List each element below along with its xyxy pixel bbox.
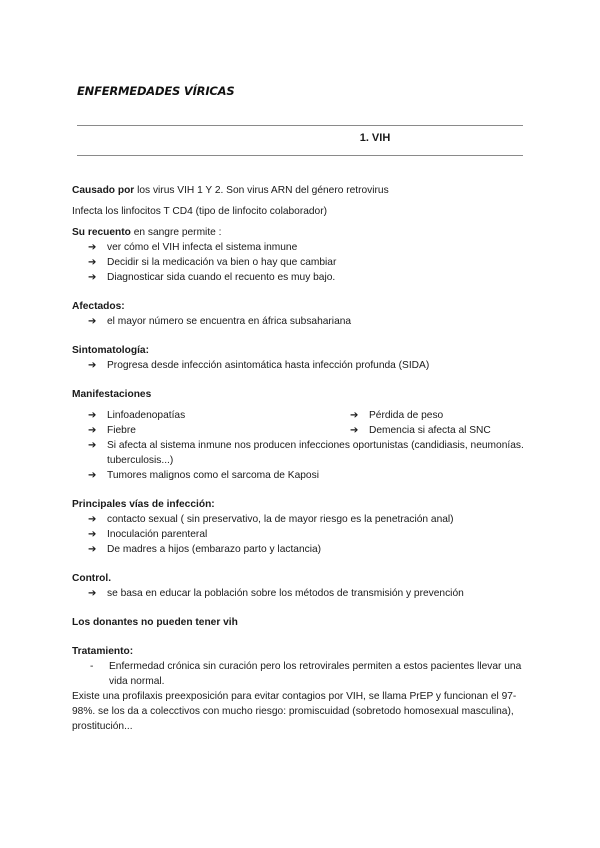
- vias-list: [72, 512, 532, 557]
- control-heading-text: Control.: [72, 573, 112, 584]
- list-item-text: Pérdida de peso: [369, 410, 444, 421]
- tratamiento-heading: [72, 644, 532, 659]
- donantes-heading: [72, 615, 532, 630]
- arrow-icon: ➔: [88, 514, 97, 525]
- arrow-icon: ➔: [88, 410, 97, 421]
- list-item: [88, 240, 532, 255]
- manifestaciones-col1: [72, 408, 334, 438]
- list-item-text: Diagnosticar sida cuando el recuento es muy bajo.: [107, 272, 336, 283]
- dash-bullet: -: [90, 661, 94, 672]
- arrow-icon: ➔: [88, 544, 97, 555]
- arrow-icon: ➔: [350, 410, 359, 421]
- list-item: [88, 358, 532, 373]
- list-item: [88, 542, 532, 557]
- document-body: [72, 183, 532, 734]
- afectados-heading-text: Afectados:: [72, 301, 125, 312]
- arrow-icon: ➔: [88, 242, 97, 253]
- arrow-icon: ➔: [88, 588, 97, 599]
- list-item-text: Si afecta al sistema inmune nos producen infecciones oportunistas (candidiasis, neumonías. tuberculosis...): [107, 440, 524, 466]
- list-item: [88, 270, 532, 285]
- list-item-text: Inoculación parenteral: [107, 529, 208, 540]
- list-item-text: el mayor número se encuentra en áfrica subsahariana: [107, 316, 352, 327]
- list-item: [350, 423, 491, 438]
- donantes-heading-text: Los donantes no pueden tener vih: [72, 617, 238, 628]
- list-item: [90, 659, 532, 689]
- list-item: [88, 512, 532, 527]
- list-item-text: Enfermedad crónica sin curación pero los retrovirales permiten a estos pacientes llevar una vida normal.: [109, 661, 522, 687]
- causado-paragraph: [72, 183, 532, 198]
- manifestaciones-columns: [72, 408, 532, 438]
- causado-text: los virus VIH 1 Y 2. Son virus ARN del género retrovirus: [134, 185, 389, 196]
- recuento-paragraph: [72, 225, 532, 240]
- vias-heading-text: Principales vías de infección:: [72, 499, 215, 510]
- list-item-text: se basa en educar la población sobre los métodos de transmisión y prevención: [107, 588, 464, 599]
- list-item-text: contacto sexual ( sin preservativo, la de mayor riesgo es la penetración anal): [107, 514, 454, 525]
- tratamiento-paragraph: Existe una profilaxis preexposición para evitar contagios por VIH, se llama PrEP y funcionan el 97-98%. se los da a colecctivos con mucho riesgo: promiscuidad (sobretodo homosexual masculina), prostitución...: [72, 691, 517, 732]
- sintomatologia-heading-text: Sintomatología:: [72, 345, 149, 356]
- list-item-text: Linfoadenopatías: [107, 410, 186, 421]
- manifestaciones-list: [72, 438, 532, 483]
- arrow-icon: ➔: [88, 425, 97, 436]
- control-heading: [72, 571, 532, 586]
- list-item-text: Progresa desde infección asintomática hasta infección profunda (SIDA): [107, 360, 430, 371]
- afectados-list: [72, 314, 532, 329]
- list-item: [88, 314, 532, 329]
- section-title: 1. VIH: [359, 132, 391, 144]
- divider-bottom: [77, 155, 523, 156]
- sintomatologia-list: [72, 358, 532, 373]
- infecta-paragraph: Infecta los linfocitos T CD4 (tipo de linfocito colaborador): [72, 206, 328, 217]
- list-item: [88, 408, 334, 423]
- vias-heading: [72, 497, 532, 512]
- list-item: [88, 586, 532, 601]
- tratamiento-list: [72, 659, 532, 689]
- list-item-text: ver cómo el VIH infecta el sistema inmune: [107, 242, 298, 253]
- list-item-text: Decidir si la medicación va bien o hay que cambiar: [107, 257, 337, 268]
- list-item: [88, 438, 532, 468]
- causado-label: Causado por: [72, 185, 135, 196]
- recuento-label: Su recuento: [72, 227, 131, 238]
- document-title: ENFERMEDADES VÍRICAS: [77, 84, 235, 98]
- list-item-text: Demencia si afecta al SNC: [369, 425, 491, 436]
- recuento-list: [72, 240, 532, 285]
- tratamiento-heading-text: Tratamiento:: [72, 646, 134, 657]
- arrow-icon: ➔: [88, 257, 97, 268]
- manifestaciones-heading-text: Manifestaciones: [72, 389, 152, 400]
- arrow-icon: ➔: [350, 425, 359, 436]
- list-item-text: Fiebre: [107, 425, 136, 436]
- arrow-icon: ➔: [88, 272, 97, 283]
- list-item-text: De madres a hijos (embarazo parto y lactancia): [107, 544, 322, 555]
- divider-top: [77, 125, 523, 126]
- manifestaciones-col2: [334, 408, 491, 438]
- list-item: [88, 468, 532, 483]
- list-item: [350, 408, 491, 423]
- arrow-icon: ➔: [88, 529, 97, 540]
- list-item-text: Tumores malignos como el sarcoma de Kaposi: [107, 470, 319, 481]
- afectados-heading: [72, 299, 532, 314]
- list-item: [88, 527, 532, 542]
- arrow-icon: ➔: [88, 470, 97, 481]
- list-item: [88, 423, 334, 438]
- control-list: [72, 586, 532, 601]
- sintomatologia-heading: [72, 343, 532, 358]
- arrow-icon: ➔: [88, 316, 97, 327]
- manifestaciones-heading: [72, 387, 532, 402]
- arrow-icon: ➔: [88, 360, 97, 371]
- arrow-icon: ➔: [88, 440, 97, 451]
- recuento-text: en sangre permite :: [130, 227, 222, 238]
- list-item: [88, 255, 532, 270]
